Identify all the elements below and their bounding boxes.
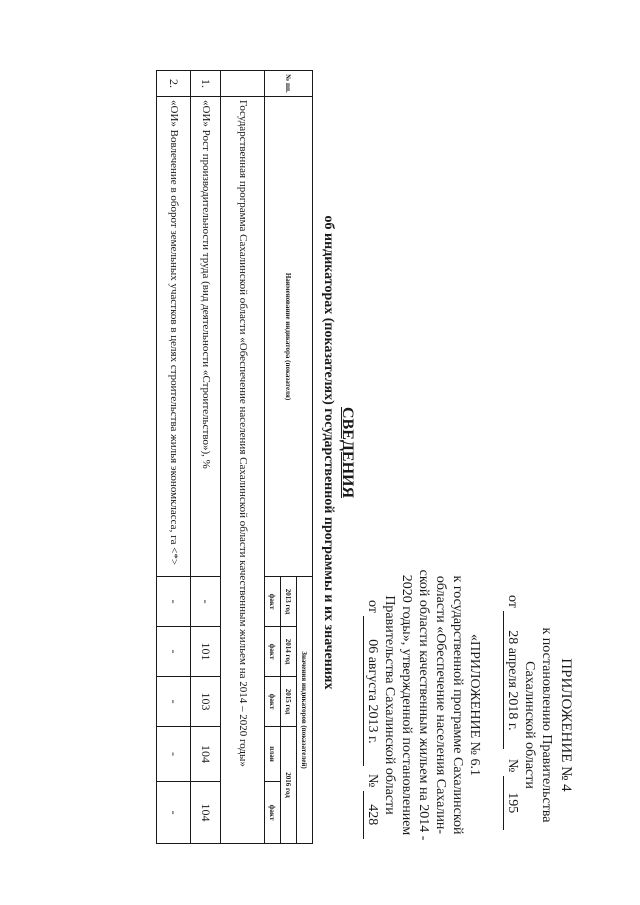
value-2014-fact: - — [157, 627, 191, 677]
table-row — [157, 71, 191, 844]
appendix-line-2: к постановлению Правительства — [539, 627, 554, 823]
appendix-title: ПРИЛОЖЕНИЕ № 4 — [558, 658, 574, 792]
row-name: «ОИ» Рост производительности труда (вид деятельности «Строительство»), % — [191, 97, 221, 577]
indicators-table — [156, 70, 313, 844]
value-2016-plan: - — [157, 727, 191, 782]
year-2016-header: 2016 год — [281, 727, 297, 844]
value-2016-plan: 104 — [191, 727, 221, 782]
appendix-number: 195 — [503, 776, 521, 830]
sub-header-plan-2016: план — [265, 727, 281, 782]
appendix-date: 28 апреля 2018 г. — [503, 611, 521, 749]
row-name: «ОИ» Вовлечение в оборот земельных участков в целях строительства жилья экономкласса, га <*> — [157, 97, 191, 577]
previous-appendix-line-2: к государственной программе Сахалинской — [450, 575, 465, 835]
sub-header-fact-2014: факт — [265, 627, 281, 677]
row-num: 1. — [191, 71, 221, 97]
previous-appendix-line-6: Правительства Сахалинской области — [382, 595, 397, 815]
value-2013-fact: - — [157, 577, 191, 627]
col-name-header: Наименование индикатора (показателя) — [265, 97, 313, 577]
table-row — [191, 71, 221, 844]
previous-appendix-line-4: ской области качественным жильем на 2014 - — [416, 569, 431, 841]
appendix-date-line — [503, 595, 521, 830]
from-label: от — [505, 595, 520, 608]
year-2013-header: 2013 год — [281, 577, 297, 627]
value-2016-fact: - — [157, 782, 191, 844]
previous-appendix-line-3: области «Обеспечение населения Сахалин- — [433, 575, 448, 835]
from-label: от — [365, 600, 380, 613]
sub-header-fact-2015: факт — [265, 677, 281, 727]
value-2016-fact: 104 — [191, 782, 221, 844]
previous-appendix-date: 06 августа 2013 г. — [363, 616, 381, 766]
previous-appendix-date-line — [363, 600, 381, 839]
page-title: СВЕДЕНИЯ — [339, 406, 356, 499]
value-2013-fact: - — [191, 577, 221, 627]
program-row-num — [221, 71, 265, 97]
value-2014-fact: 101 — [191, 627, 221, 677]
col-num-header: № пп. — [265, 71, 313, 97]
sub-header-fact-2013: факт — [265, 577, 281, 627]
previous-appendix-number: 428 — [363, 791, 381, 839]
value-2015-fact: - — [157, 677, 191, 727]
value-2015-fact: 103 — [191, 677, 221, 727]
sub-header-fact-2016: факт — [265, 782, 281, 844]
page-subtitle: об индикаторах (показателях) государственной программы и их значениях — [321, 215, 336, 690]
previous-appendix-line-1: «ПРИЛОЖЕНИЕ № 6.1 — [467, 634, 482, 776]
appendix-line-3: Сахалинской области — [522, 661, 537, 789]
number-label: № — [365, 773, 380, 788]
col-values-header: Значения индикаторов (показателей) — [297, 577, 313, 844]
number-label: № — [505, 758, 520, 773]
previous-appendix-line-5: 2020 годы», утвержденной постановлением — [399, 574, 414, 836]
year-2015-header: 2015 год — [281, 677, 297, 727]
row-num: 2. — [157, 71, 191, 97]
program-row: Государственная программа Сахалинской области «Обеспечение населения Сахалинской области качественным жильем на 2014 – 2020 годы» — [221, 97, 265, 844]
year-2014-header: 2014 год — [281, 627, 297, 677]
